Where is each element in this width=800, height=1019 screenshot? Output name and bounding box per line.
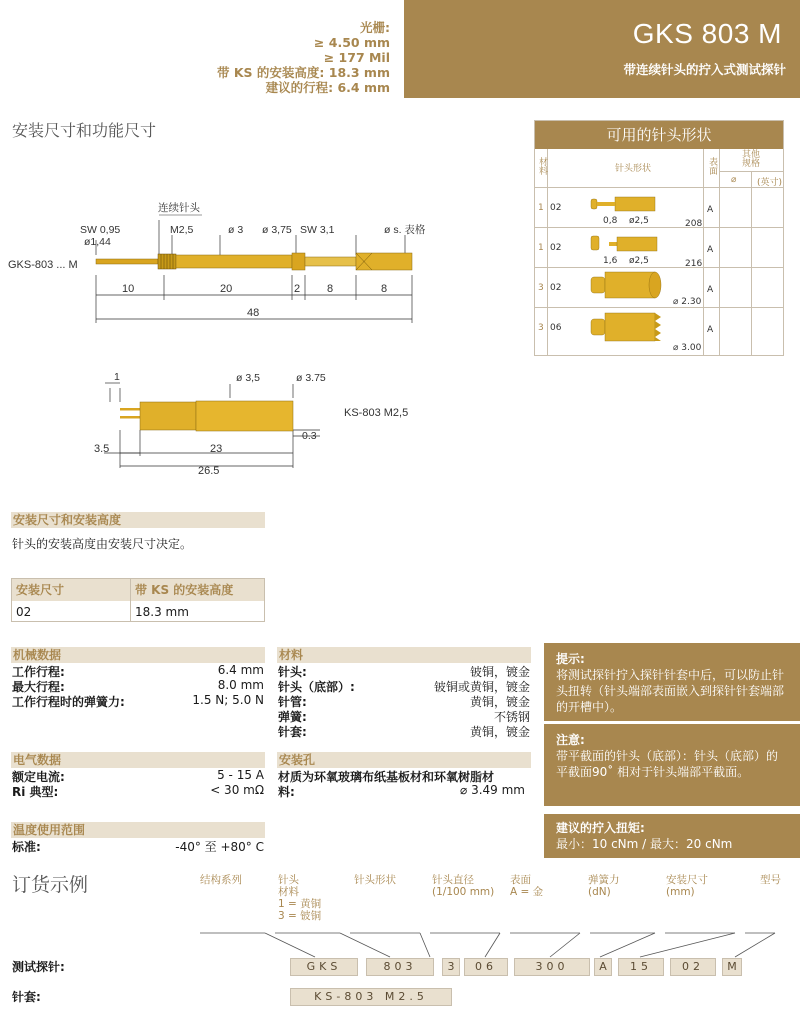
- hole-title: 安装孔: [277, 752, 531, 768]
- dim-35: 3.5: [94, 443, 110, 455]
- col-dia: ⌀: [731, 175, 737, 185]
- torque-title: 建议的拧入扭矩:: [556, 821, 645, 835]
- row1-d1: 0,8: [603, 216, 618, 226]
- mech-value: 1.5 N; 5.0 N: [192, 693, 264, 707]
- code-mount: 02: [670, 958, 716, 976]
- mount-height-title: 安装尺寸和安装高度: [11, 512, 265, 528]
- dim-265: 26.5: [198, 465, 220, 477]
- elec-label: Ri 典型:: [12, 785, 59, 799]
- attention-title: 注意:: [556, 733, 585, 747]
- sleeve-name: KS-803 M2,5: [344, 407, 409, 419]
- code-diameter: 300: [514, 958, 590, 976]
- material-label: 针头:: [278, 665, 307, 679]
- order-connector-lines: [195, 925, 800, 960]
- dim-2: 2: [294, 283, 301, 295]
- row2-len: 216: [685, 259, 703, 269]
- row3-surf: A: [707, 285, 714, 295]
- mount-height-text: 针头的安装高度由安装尺寸决定。: [12, 537, 193, 551]
- row2-surf: A: [707, 245, 714, 255]
- col-shape: 针头形状: [615, 164, 652, 174]
- row3-d2: ⌀ 2.30: [673, 297, 702, 307]
- material-value: 黄铜，镀金: [469, 695, 530, 709]
- tips-title: 可用的针头形状: [535, 121, 783, 149]
- mech-value: 6.4 mm: [217, 663, 264, 677]
- product-title: GKS 803 M: [632, 18, 782, 49]
- hole-value: ⌀ 3.49 mm: [460, 783, 525, 797]
- col-material: 材料: [537, 157, 547, 175]
- hint-box: [544, 643, 800, 721]
- probe-drawing: [0, 195, 440, 330]
- sleeve-code: KS-803 M2.5: [290, 988, 452, 1006]
- material-value: 铍铜或黄铜，镀金: [433, 680, 530, 694]
- order-header-mount: 安装尺寸 (mm): [666, 874, 708, 898]
- col-other: 其他规格: [741, 150, 760, 169]
- mount-table: [11, 578, 265, 622]
- code-series: GKS: [290, 958, 358, 976]
- col-mount-size: 安装尺寸: [12, 579, 130, 601]
- col-mount-height: 带 KS 的安装高度: [131, 579, 264, 601]
- row4-d2: ⌀ 3.00: [673, 343, 702, 353]
- spec-line: 建议的行程: 6.4 mm: [265, 80, 390, 95]
- order-header-shape: 针头形状: [354, 874, 396, 886]
- code-model: M: [722, 958, 742, 976]
- elec-label: 额定电流:: [12, 770, 65, 784]
- install-dimensions-title: 安装尺寸和功能尺寸: [12, 121, 157, 140]
- code-shape: 06: [464, 958, 508, 976]
- dim-8b: 8: [381, 283, 388, 295]
- label-d144: ø1,44: [84, 236, 111, 248]
- mech-label: 最大行程:: [12, 680, 65, 694]
- row2-code: 02: [550, 243, 562, 253]
- row1-d2: ø2,5: [629, 216, 649, 226]
- mount-height-value: 18.3 mm: [135, 605, 189, 619]
- material-value: 不锈钢: [493, 710, 530, 724]
- row1-surf: A: [707, 205, 714, 215]
- header-specs: [217, 20, 390, 95]
- drawing-name: GKS-803 ... M: [8, 259, 78, 271]
- material-label: 针头（底部）:: [278, 680, 355, 694]
- col-surface: 表面: [707, 157, 717, 175]
- spec-line: 带 KS 的安装高度: 18.3 mm: [217, 65, 390, 80]
- row3-mat: 3: [538, 283, 544, 293]
- torque-box: [544, 814, 800, 858]
- dim-48: 48: [247, 307, 260, 319]
- code-spring: 15: [618, 958, 664, 976]
- temp-value: -40° 至 +80° C: [175, 840, 264, 854]
- mech-label: 工作行程:: [12, 665, 65, 679]
- row2-d2: ø2,5: [629, 256, 649, 266]
- label-sw31: SW 3,1: [300, 224, 335, 236]
- label-1: 1: [114, 371, 120, 383]
- temp-title: 温度使用范围: [11, 822, 265, 838]
- order-header-series: 结构系列: [200, 874, 242, 886]
- attention-box: [544, 724, 800, 806]
- elec-value: < 30 mΩ: [210, 783, 264, 797]
- header-box: [404, 0, 800, 98]
- col-mil: (英寸): [757, 178, 783, 188]
- order-header-material: 针头 材料 1 = 黄铜 3 = 铍铜: [278, 874, 322, 922]
- dim-8a: 8: [327, 283, 334, 295]
- row4-mat: 3: [538, 323, 544, 333]
- spec-line: ≥ 4.50 mm: [313, 35, 390, 50]
- continuous-tip-label: 连续针头: [158, 202, 200, 214]
- material-label: 针套:: [278, 725, 307, 739]
- sleeve-label: 针套:: [12, 990, 41, 1004]
- hint-text: 将测试探针拧入探针针套中后，可以防止针头扭转（针头端部表面嵌入到探针针套端部的开槽中）。: [556, 668, 785, 714]
- row4-surf: A: [707, 325, 714, 335]
- row1-mat: 1: [538, 203, 544, 213]
- material-value: 铍铜，镀金: [469, 665, 530, 679]
- code-material: 3: [442, 958, 460, 976]
- row2-mat: 1: [538, 243, 544, 253]
- spec-line: 光栅:: [360, 20, 390, 35]
- order-header-surface: 表面 A = 金: [510, 874, 544, 898]
- row1-len: 208: [685, 219, 703, 229]
- material-value: 黄铜，镀金: [469, 725, 530, 739]
- label-03: 0.3: [302, 430, 317, 442]
- hint-title: 提示:: [556, 652, 585, 666]
- spec-line: ≥ 177 Mil: [323, 50, 390, 65]
- row2-d1: 1,6: [603, 256, 618, 266]
- label-ds: ø s. 表格: [384, 224, 426, 236]
- material-title: 材料: [277, 647, 531, 663]
- dim-20: 20: [220, 283, 233, 295]
- mech-value: 8.0 mm: [217, 678, 264, 692]
- tips-table: [534, 120, 784, 356]
- label-d375-sleeve: ø 3.75: [296, 372, 326, 384]
- code-series-num: 803: [366, 958, 434, 976]
- row1-code: 02: [550, 203, 562, 213]
- order-header-model: 型号: [760, 874, 781, 886]
- order-example-title: 订货示例: [12, 874, 89, 896]
- mount-size-value: 02: [16, 605, 32, 619]
- material-label: 针管:: [278, 695, 307, 709]
- temp-label: 标准:: [12, 840, 41, 854]
- torque-text: 最小：10 cNm / 最大：20 cNm: [556, 837, 733, 851]
- label-d35: ø 3,5: [236, 372, 260, 384]
- label-m25: M2,5: [170, 224, 194, 236]
- material-label: 弹簧:: [278, 710, 307, 724]
- probe-label: 测试探针:: [12, 960, 65, 974]
- label-d375: ø 3,75: [262, 224, 292, 236]
- mech-label: 工作行程时的弹簧力:: [12, 695, 125, 709]
- attention-text: 带平截面的针头（底部）：针头（底部）的平截面90˚ 相对于针头端部平截面。: [556, 749, 779, 779]
- dim-23: 23: [210, 443, 223, 455]
- label-d3: ø 3: [228, 224, 244, 236]
- mech-title: 机械数据: [11, 647, 265, 663]
- row4-code: 06: [550, 323, 562, 333]
- row3-code: 02: [550, 283, 562, 293]
- order-header-diameter: 针头直径 (1/100 mm): [432, 874, 495, 898]
- product-subtitle: 带连续针头的拧入式测试探针: [623, 62, 786, 77]
- label-sw095: SW 0,95: [80, 224, 121, 236]
- hole-line1: 材质为环氧玻璃布纸基板材和环氧树脂材: [278, 770, 495, 784]
- order-header-spring: 弹簧力 (dN): [588, 874, 620, 898]
- dim-10: 10: [122, 283, 135, 295]
- elec-value: 5 - 15 A: [217, 768, 264, 782]
- elec-title: 电气数据: [11, 752, 265, 768]
- sleeve-drawing: [80, 368, 440, 480]
- code-surface: A: [594, 958, 612, 976]
- hole-line2: 料:: [278, 785, 295, 799]
